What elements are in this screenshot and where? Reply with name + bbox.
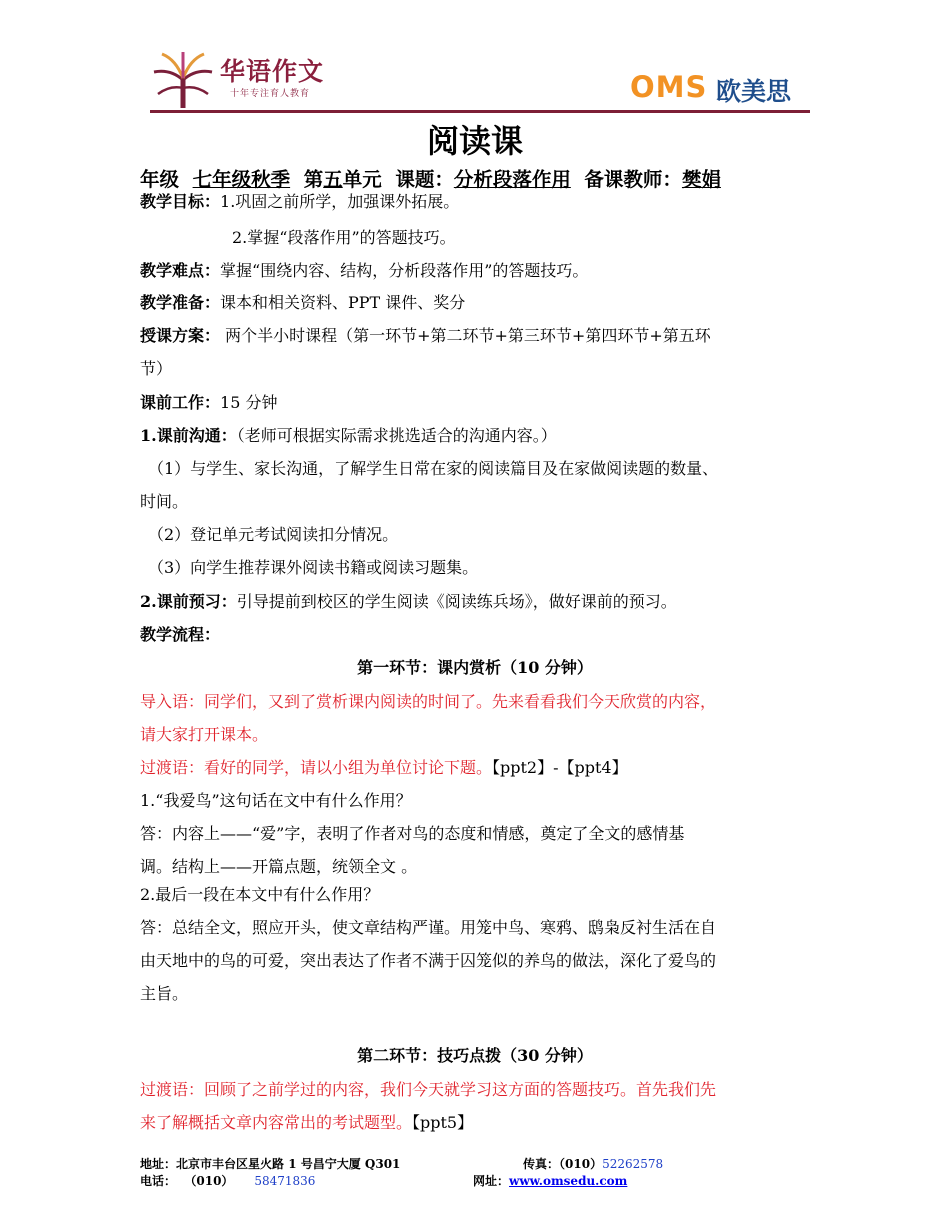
section1-transition-ppt: 【ppt2】-【ppt4】 (492, 758, 628, 777)
header-divider (150, 110, 810, 113)
prep-line (140, 293, 465, 313)
prep-text: 课本和相关资料、PPT 课件、奖分 (220, 293, 466, 312)
grade-label: 年级 (140, 168, 180, 191)
web-label: 网址： (473, 1174, 510, 1188)
preview-label: 2.课前预习： (140, 592, 237, 611)
section2-transition-line-1: 过渡语：回顾了之前学过的内容，我们今天就学习这方面的答题技巧。首先我们先 (140, 1080, 717, 1099)
website-link[interactable]: www.omsedu.com (509, 1174, 628, 1188)
prework-text: 15 分钟 (220, 393, 278, 412)
fax-area: （010） (559, 1157, 603, 1171)
address-value: 北京市丰台区星火路 1 号昌宁大厦 Q301 (176, 1157, 401, 1171)
phone-area: （010） (184, 1174, 234, 1188)
goals-line-1 (140, 192, 459, 212)
unit-value: 五 (323, 168, 343, 191)
preview-line (140, 592, 677, 612)
huayu-logo (150, 48, 370, 110)
section1-transition-line (140, 758, 628, 778)
section2-transition-text: 来了解概括文章内容常出的考试题型。 (140, 1113, 413, 1132)
unit-prefix: 第 (303, 168, 324, 191)
grade-value: 七年级秋季 (192, 168, 291, 191)
goals-item-1: 1.巩固之前所学，加强课外拓展。 (220, 192, 460, 211)
plan-text-2: 节） (140, 359, 173, 378)
plan-label: 授课方案： (140, 326, 221, 345)
difficulty-line (140, 261, 588, 281)
comm-text: （老师可根据实际需求挑选适合的沟通内容。） (236, 426, 557, 445)
section1-intro-line-1: 导入语：同学们，又到了赏析课内阅读的时间了。先来看看我们今天欣赏的内容， (140, 692, 717, 711)
fax-label: 传真： (523, 1157, 560, 1171)
footer-web (473, 1172, 627, 1189)
footer-address (140, 1155, 400, 1172)
section1-intro-line-2: 请大家打开课本。 (140, 725, 269, 744)
plan-text-1: 两个半小时课程（第一环节+第二环节+第三环节+第四环节+第五环 (220, 326, 711, 345)
oms-logo-en: OMS (630, 70, 708, 104)
goals-label: 教学目标： (140, 192, 221, 211)
section1-q1: 1.“我爱鸟”这句话在文中有什么作用？ (140, 791, 412, 810)
section1-a1-line-1: 答：内容上——“爱”字，表明了作者对鸟的态度和情感，奠定了全文的感情基 (140, 824, 685, 843)
teacher-value: 樊娟 (681, 168, 721, 191)
comm-item-1-line-1: （1）与学生、家长沟通，了解学生日常在家的阅读篇目及在家做阅读题的数量、 (148, 459, 719, 478)
phone-number: 58471836 (254, 1174, 316, 1188)
footer-fax (523, 1155, 663, 1172)
section2-heading: 第二环节：技巧点拨（30 分钟） (357, 1046, 593, 1065)
prework-label: 课前工作： (140, 393, 221, 412)
goals-item-2: 2.掌握“段落作用”的答题技巧。 (232, 228, 456, 247)
logo-title: 华语作文 (220, 57, 325, 86)
section1-transition: 过渡语：看好的同学，请以小组为单位讨论下题。 (140, 758, 493, 777)
topic-label: 课题： (395, 168, 454, 191)
preview-text: 引导提前到校区的学生阅读《阅读练兵场》，做好课前的预习。 (236, 592, 677, 611)
oms-logo-cn: 欧美思 (716, 77, 792, 106)
flow-label: 教学流程： (140, 625, 221, 644)
section1-a2-line-3: 主旨。 (140, 984, 189, 1003)
comm-item-1-line-2: 时间。 (140, 492, 189, 511)
page-title: 阅读课 (426, 122, 523, 160)
section1-a2-line-2: 由天地中的鸟的可爱，突出表达了作者不满于囚笼似的养鸟的做法，深化了爱鸟的 (140, 951, 717, 970)
comm-item-3: （3）向学生推荐课外阅读书籍或阅读习题集。 (148, 558, 479, 577)
section1-heading: 第一环节：课内赏析（10 分钟） (357, 658, 593, 677)
section2-transition-line-2 (140, 1113, 473, 1133)
fax-number: 52262578 (602, 1157, 664, 1171)
teacher-label: 备课教师： (584, 168, 682, 191)
difficulty-label: 教学难点： (140, 261, 221, 280)
course-info-line (140, 164, 721, 192)
section1-a2-line-1: 答：总结全文，照应开头，使文章结构严谨。用笼中鸟、寒鸦、鸱枭反衬生活在自 (140, 918, 717, 937)
comm-label: 1.课前沟通： (140, 426, 237, 445)
unit-suffix: 单元 (342, 168, 382, 191)
prep-label: 教学准备： (140, 293, 221, 312)
oms-logo (630, 70, 810, 106)
phone-label: 电话： (140, 1174, 177, 1188)
footer-phone (140, 1172, 315, 1189)
topic-value: 分析段落作用 (453, 168, 571, 191)
plan-line-1 (140, 326, 711, 346)
logo-slogan: 十年专注育人教育 (230, 89, 311, 99)
section1-q2: 2.最后一段在本文中有什么作用？ (140, 885, 380, 904)
tree-logo-icon (150, 48, 216, 110)
address-label: 地址： (140, 1157, 177, 1171)
difficulty-text: 掌握“围绕内容、结构，分析段落作用”的答题技巧。 (220, 261, 589, 280)
comm-line (140, 426, 557, 446)
section1-a1-line-2: 调。结构上——开篇点题，统领全文 。 (140, 857, 418, 876)
comm-item-2: （2）登记单元考试阅读扣分情况。 (148, 525, 399, 544)
section2-transition-ppt: 【ppt5】 (412, 1113, 474, 1132)
prework-line (140, 393, 277, 413)
